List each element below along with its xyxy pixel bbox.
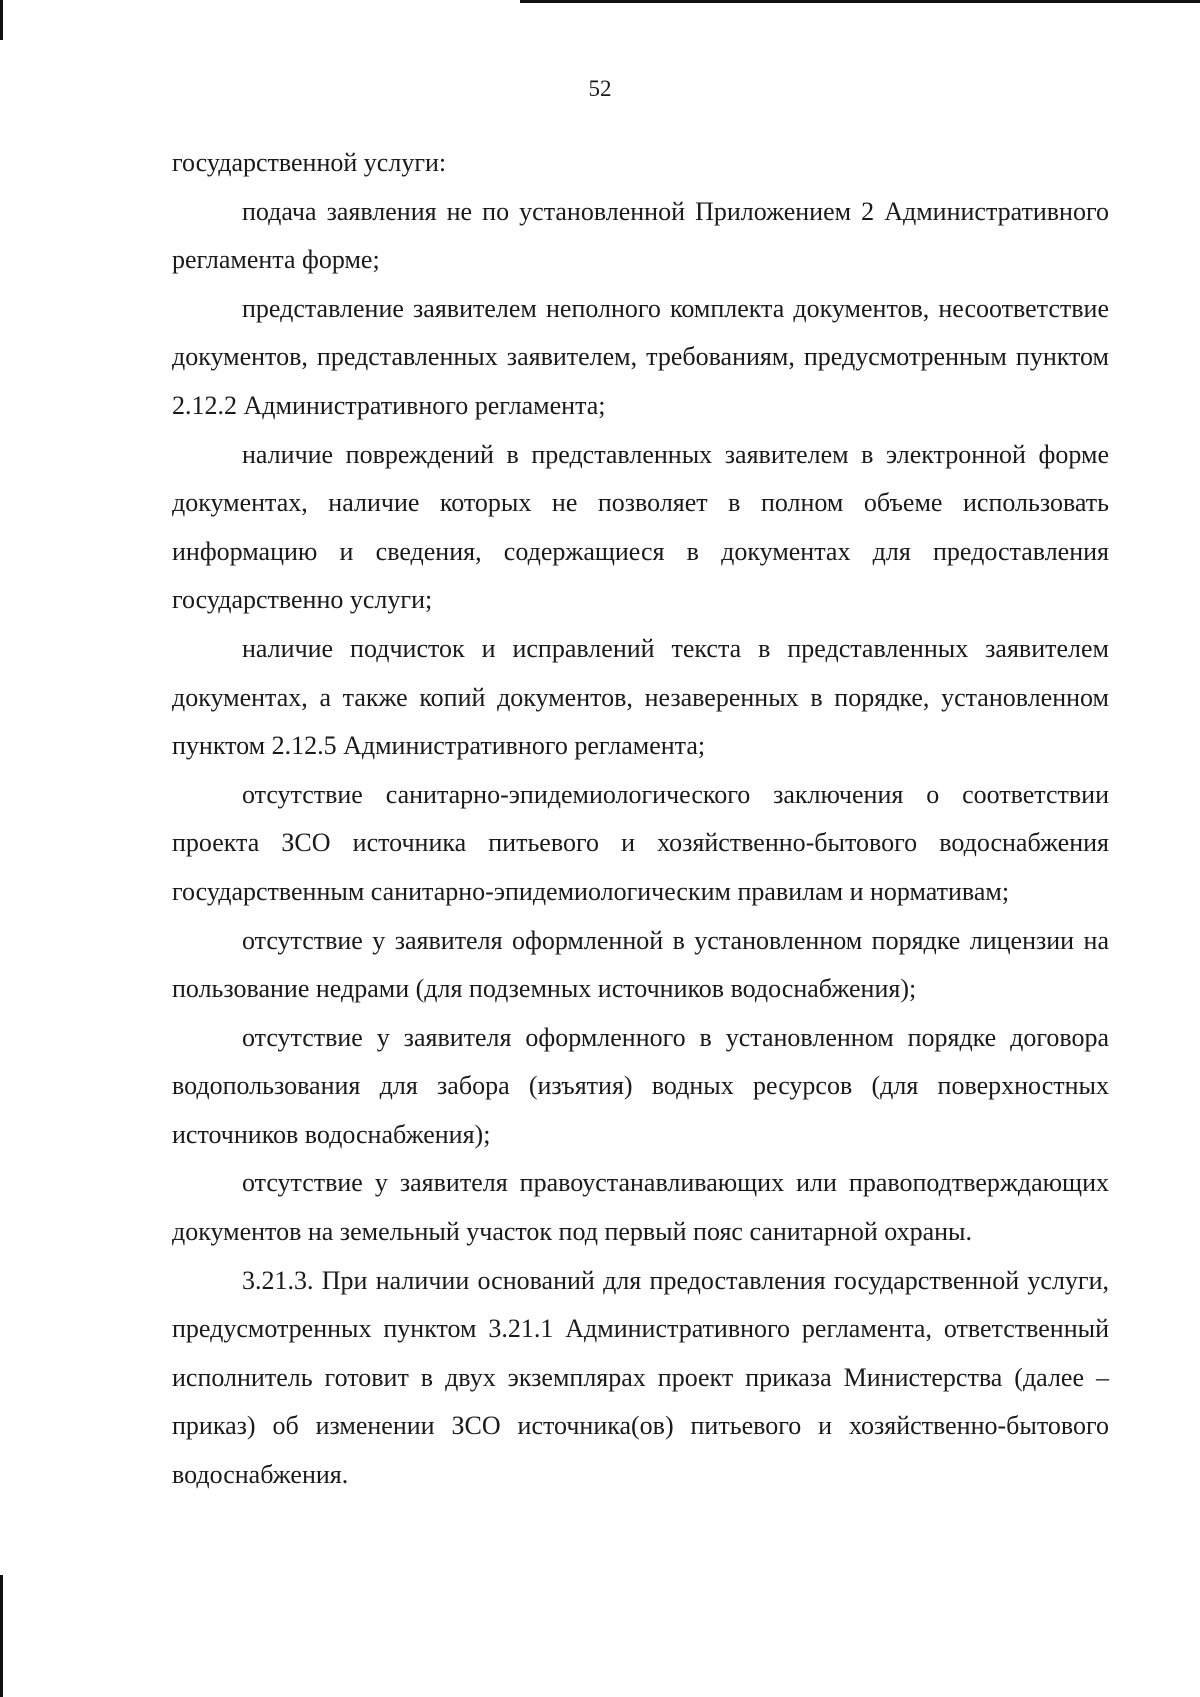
paragraph-item: наличие повреждений в представленных заявителем в электронной форме документах, наличие которых не позволяет в полном объеме использовать информацию и сведения, содержащиеся в документах для предоставления государственно услуги; xyxy=(172,439,1109,615)
paragraph-item: наличие подчисток и исправлений текста в представленных заявителем документах, а также копий документов, незаверенных в порядке, установленном пунктом 2.12.5 Административного регламента; xyxy=(172,633,1109,761)
paragraph-item: подача заявления не по установленной Приложением 2 Административного регламента форме; xyxy=(172,196,1109,275)
paragraph-item: отсутствие у заявителя оформленного в установленном порядке договора водопользования для забора (изъятия) водных ресурсов (для поверхностных источников водоснабжения); xyxy=(172,1022,1109,1149)
scan-edge-left xyxy=(0,1575,3,1697)
paragraph-section-3-21-3: 3.21.3. При наличии оснований для предоставления государственной услуги, предусмотренных пунктом 3.21.1 Административного регламента, ответственный исполнитель готовит в двух экземплярах проект приказа Министерства (далее – приказ) об изменении ЗСО источника(ов) питьевого и хозяйственно-бытового водоснабжения. xyxy=(172,1265,1109,1490)
scan-edge-left xyxy=(0,0,3,40)
document-body xyxy=(172,139,1109,1500)
page-number: 52 xyxy=(588,76,612,101)
paragraph-item: отсутствие санитарно-эпидемиологического заключения о соответствии проекта ЗСО источника питьевого и хозяйственно-бытового водоснабжения государственным санитарно-эпидемиологическим правилам и нормативам; xyxy=(172,779,1109,906)
paragraph-continuation: государственной услуги: xyxy=(172,148,447,177)
paragraph-item: отсутствие у заявителя правоустанавливающих или правоподтверждающих документов на земельный участок под первый пояс санитарной охраны. xyxy=(172,1168,1109,1247)
scan-edge-top xyxy=(520,0,1200,3)
paragraph-item: представление заявителем неполного комплекта документов, несоответствие документов, представленных заявителем, требованиям, предусмотренным пунктом 2.12.2 Административного регламента; xyxy=(172,293,1109,420)
paragraph-item: отсутствие у заявителя оформленной в установленном порядке лицензии на пользование недрами (для подземных источников водоснабжения); xyxy=(172,925,1109,1004)
